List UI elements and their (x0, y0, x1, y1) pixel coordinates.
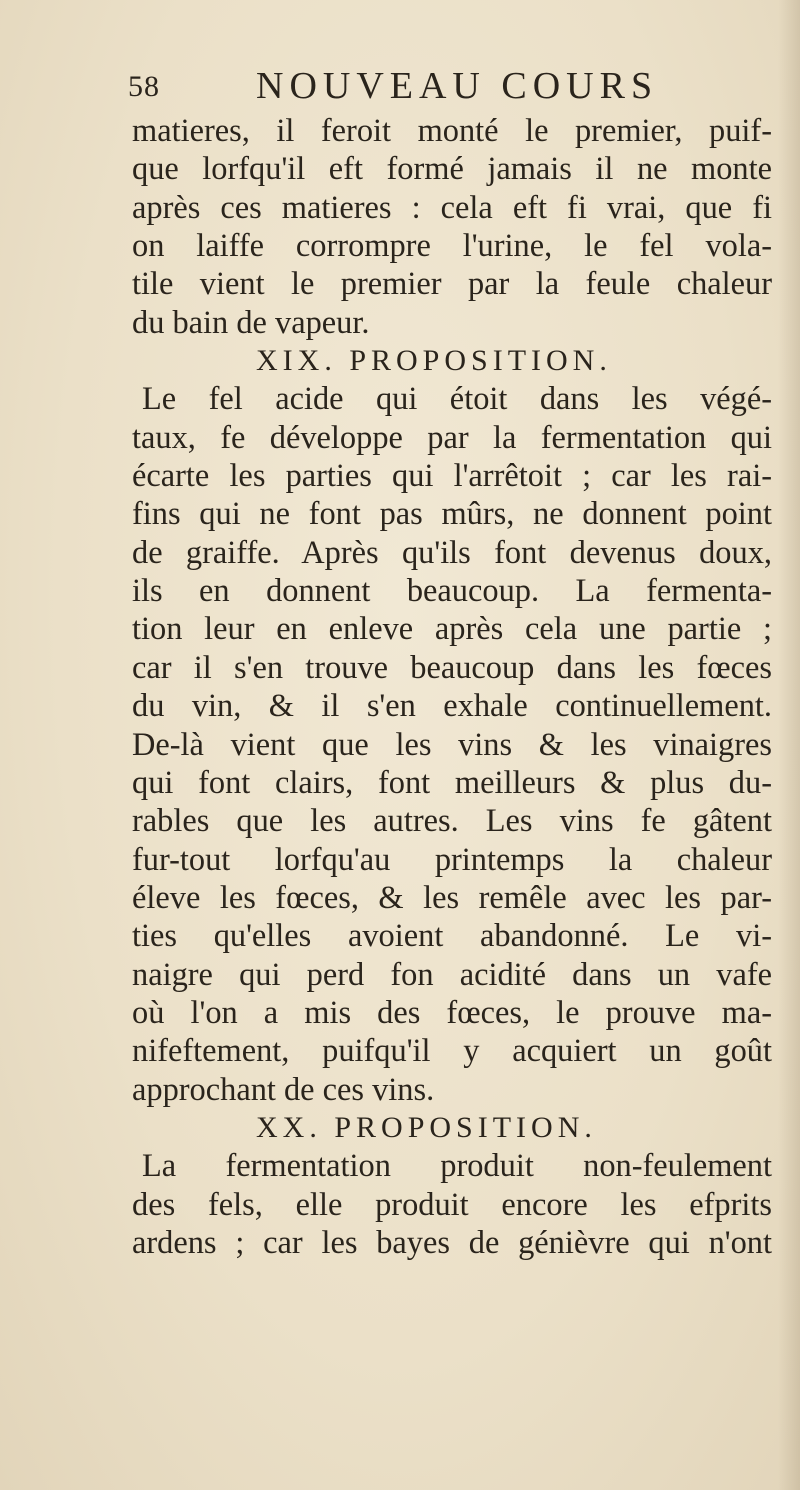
section-heading: XX. PROPOSITION. (256, 1110, 597, 1144)
text-line: fur-tout lorfqu'au printemps la chaleur (132, 841, 772, 878)
text-line: rables que les autres. Les vins fe gâtent (132, 803, 772, 840)
text-line: approchant de ces vins. (132, 1071, 435, 1108)
page-edge-shadow (778, 0, 800, 1490)
text-line: matieres, il feroit monté le premier, puif- (132, 113, 772, 149)
running-head: NOUVEAU COURS (256, 65, 659, 107)
text-line: ties qu'elles avoient abandonné. Le vi- (132, 918, 772, 955)
text-line: taux, fe développe par la fermentation qui (132, 419, 772, 456)
text-line: fins qui ne font pas mûrs, ne donnent point (132, 496, 772, 533)
text-line: car il s'en trouve beaucoup dans les fœces (132, 649, 772, 686)
text-line: ardens ; car les bayes de génièvre qui n'ont (132, 1224, 772, 1261)
text-line: écarte les parties qui l'arrêtoit ; car les rai- (132, 458, 772, 495)
text-line: du vin, & il s'en exhale continuellement. (132, 688, 772, 725)
text-line: tile vient le premier par la feule chaleur (132, 266, 772, 303)
text-line: après ces matieres : cela eft fi vrai, que fi (132, 189, 772, 226)
section-heading: XIX. PROPOSITION. (256, 344, 612, 378)
text-line: on laiffe corrompre l'urine, le fel vola- (132, 228, 772, 265)
text-line: tion leur en enleve après cela une partie ; (132, 611, 772, 648)
text-line: que lorfqu'il eft formé jamais il ne monte (132, 151, 772, 188)
body-text (132, 112, 772, 1262)
text-line: Le fel acide qui étoit dans les végé- (142, 381, 772, 418)
text-line: où l'on a mis des fœces, le prouve ma- (132, 994, 772, 1031)
text-line: des fels, elle produit encore les efprits (132, 1186, 772, 1223)
text-line: ils en donnent beaucoup. La fermenta- (132, 573, 772, 610)
text-line: De-là vient que les vins & les vinaigres (132, 726, 772, 763)
text-line: nifeftement, puifqu'il y acquiert un goût (132, 1033, 772, 1070)
text-line: La fermentation produit non-feulement (142, 1148, 772, 1185)
text-line: de graiffe. Après qu'ils font devenus doux, (132, 534, 772, 571)
text-line: qui font clairs, font meilleurs & plus du- (132, 764, 772, 801)
text-line: naigre qui perd fon acidité dans un vafe (132, 956, 772, 993)
page-number: 58 (128, 70, 160, 103)
text-line: éleve les fœces, & les remêle avec les par- (132, 879, 772, 916)
text-line: du bain de vapeur. (132, 304, 370, 341)
page-header (128, 64, 688, 108)
